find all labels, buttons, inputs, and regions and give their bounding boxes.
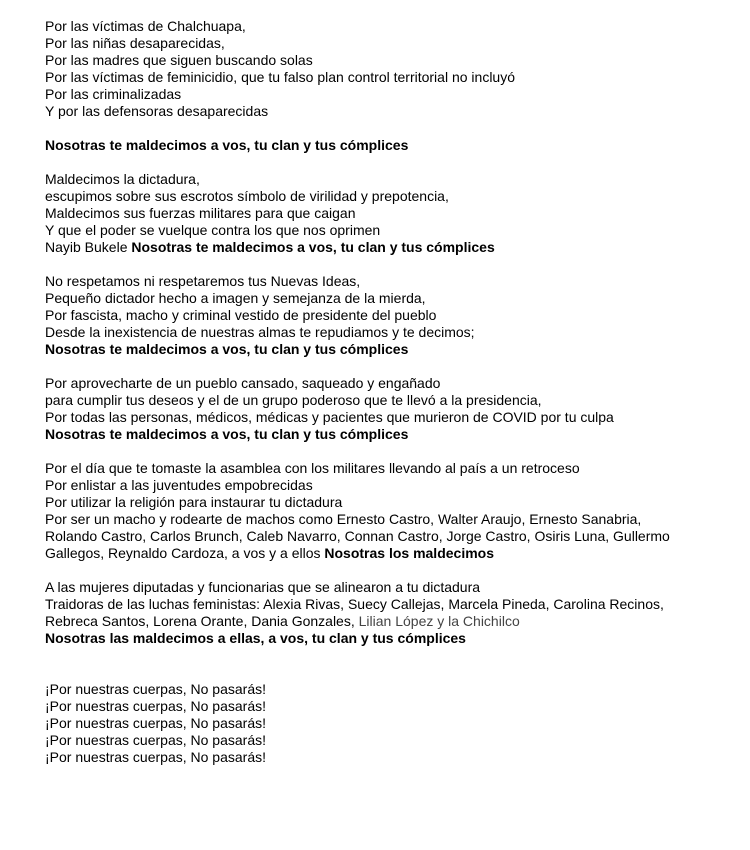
text-line: Rolando Castro, Carlos Brunch, Caleb Navarro, Connan Castro, Jorge Castro, Osiris Luna, Gullermo bbox=[45, 528, 670, 544]
text-line: Por fascista, macho y criminal vestido de presidente del pueblo bbox=[45, 307, 437, 323]
text-line: Por las madres que siguen buscando solas bbox=[45, 52, 313, 68]
text-line: A las mujeres diputadas y funcionarias que se alinearon a tu dictadura bbox=[45, 579, 481, 595]
chant-line: ¡Por nuestras cuerpas, No pasarás! bbox=[45, 749, 266, 765]
text-line: Por el día que te tomaste la asamblea con los militares llevando al país a un retroceso bbox=[45, 460, 580, 476]
stanza-women-officials bbox=[45, 579, 735, 647]
line-prefix: Rebreca Santos, Lorena Orante, Dania Gonzales, bbox=[45, 613, 359, 629]
blank-line bbox=[45, 358, 735, 375]
text-line: Por enlistar a las juventudes empobrecidas bbox=[45, 477, 313, 493]
blank-line bbox=[45, 664, 735, 681]
text-line: Por las víctimas de Chalchuapa, bbox=[45, 18, 246, 34]
gray-names: Lilian López y la Chichilco bbox=[358, 613, 520, 629]
document-page bbox=[45, 18, 735, 766]
text-line: Y que el poder se vuelque contra los que nos oprimen bbox=[45, 222, 381, 238]
text-line: Maldecimos la dictadura, bbox=[45, 171, 200, 187]
chant-line: ¡Por nuestras cuerpas, No pasarás! bbox=[45, 732, 266, 748]
text-line: Por utilizar la religión para instaurar tu dictadura bbox=[45, 494, 343, 510]
chant-line: ¡Por nuestras cuerpas, No pasarás! bbox=[45, 698, 266, 714]
refrain-inline: Nosotras te maldecimos a vos, tu clan y tus cómplices bbox=[131, 239, 495, 255]
blank-line bbox=[45, 120, 735, 137]
text-line: escupimos sobre sus escrotos símbolo de virilidad y prepotencia, bbox=[45, 188, 449, 204]
text-line: Por aprovecharte de un pueblo cansado, saqueado y engañado bbox=[45, 375, 441, 391]
text-line: Por las víctimas de feminicidio, que tu falso plan control territorial no incluyó bbox=[45, 69, 515, 85]
refrain-line: Nosotras las maldecimos a ellas, a vos, tu clan y tus cómplices bbox=[45, 630, 466, 646]
stanza-dictatorship bbox=[45, 171, 735, 256]
text-line: Por todas las personas, médicos, médicas y pacientes que murieron de COVID por tu culpa bbox=[45, 409, 614, 425]
line-prefix: Gallegos, Reynaldo Cardoza, a vos y a ellos bbox=[45, 545, 325, 561]
text-line: Por las niñas desaparecidas, bbox=[45, 35, 225, 51]
chant-block bbox=[45, 681, 735, 766]
blank-line bbox=[45, 154, 735, 171]
text-line: para cumplir tus deseos y el de un grupo poderoso que te llevó a la presidencia, bbox=[45, 392, 542, 408]
text-line: Pequeño dictador hecho a imagen y semejanza de la mierda, bbox=[45, 290, 426, 306]
text-line bbox=[45, 545, 735, 562]
stanza-new-ideas bbox=[45, 273, 735, 358]
blank-line bbox=[45, 647, 735, 664]
refrain-line: Nosotras te maldecimos a vos, tu clan y tus cómplices bbox=[45, 426, 409, 442]
stanza-assembly bbox=[45, 460, 735, 562]
stanza-victims bbox=[45, 18, 735, 120]
blank-line bbox=[45, 256, 735, 273]
text-line: Por las criminalizadas bbox=[45, 86, 182, 102]
line-prefix: Nayib Bukele bbox=[45, 239, 132, 255]
text-line: Maldecimos sus fuerzas militares para que caigan bbox=[45, 205, 356, 221]
blank-line bbox=[45, 562, 735, 579]
refrain-line: Nosotras te maldecimos a vos, tu clan y tus cómplices bbox=[45, 137, 409, 153]
refrain-inline: Nosotras los maldecimos bbox=[324, 545, 494, 561]
text-line: Desde la inexistencia de nuestras almas te repudiamos y te decimos; bbox=[45, 324, 475, 340]
refrain-line: Nosotras te maldecimos a vos, tu clan y tus cómplices bbox=[45, 341, 409, 357]
chant-line: ¡Por nuestras cuerpas, No pasarás! bbox=[45, 681, 266, 697]
text-line bbox=[45, 239, 735, 256]
text-line bbox=[45, 613, 735, 630]
chant-line: ¡Por nuestras cuerpas, No pasarás! bbox=[45, 715, 266, 731]
stanza-covid bbox=[45, 375, 735, 443]
blank-line bbox=[45, 443, 735, 460]
text-line: Y por las defensoras desaparecidas bbox=[45, 103, 269, 119]
text-line: No respetamos ni respetaremos tus Nuevas Ideas, bbox=[45, 273, 361, 289]
text-line: Traidoras de las luchas feministas: Alexia Rivas, Suecy Callejas, Marcela Pineda, Carolina Recinos, bbox=[45, 596, 664, 612]
text-line: Por ser un macho y rodearte de machos como Ernesto Castro, Walter Araujo, Ernesto Sanabria, bbox=[45, 511, 642, 527]
